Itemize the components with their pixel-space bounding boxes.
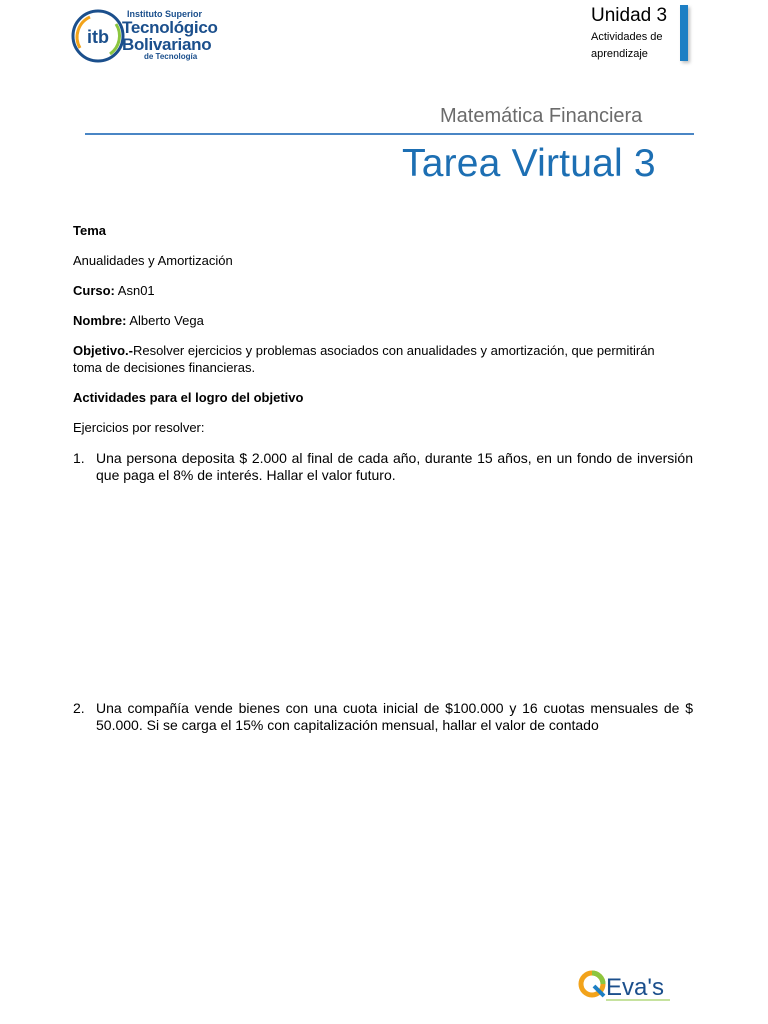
logo-line3: Bolivariano — [122, 35, 212, 54]
itb-logo-icon — [70, 8, 126, 64]
subject-divider — [85, 133, 694, 135]
unit-subtitle: Actividades de aprendizaje — [591, 31, 663, 60]
objetivo-label: Objetivo.- — [73, 343, 133, 358]
objetivo-field — [73, 342, 673, 376]
tema-value: Anualidades y Amortización — [73, 253, 233, 268]
tema-label: Tema — [73, 223, 106, 238]
logo-mark: itb — [87, 27, 109, 47]
logo-line1: Instituto Superior — [127, 9, 202, 19]
curso-field — [73, 282, 155, 299]
objetivo-value: Resolver ejercicios y problemas asociados con anualidades y amortización, que permitirán toma de decisiones financieras. — [73, 343, 655, 375]
nombre-label: Nombre: — [73, 313, 127, 328]
evas-logo-text: Eva's — [606, 974, 664, 1001]
exercise-item — [73, 700, 693, 734]
page-title: Tarea Virtual 3 — [402, 142, 656, 185]
curso-value: Asn01 — [117, 283, 155, 298]
unit-title: Unidad 3 — [591, 5, 668, 26]
institute-logo — [70, 8, 230, 66]
unit-accent-bar — [680, 5, 688, 61]
evas-logo-icon — [578, 966, 673, 1006]
nombre-field — [73, 312, 204, 329]
exercise-number: 1. — [73, 450, 85, 466]
nombre-value: Alberto Vega — [129, 313, 204, 328]
logo-line2: Tecnológico — [122, 18, 218, 37]
exercise-item — [73, 450, 693, 484]
exercise-text: Una persona deposita $ 2.000 al final de cada año, durante 15 años, en un fondo de inversión que paga el 8% de interés. Hallar el valor futuro. — [96, 450, 693, 483]
exercise-number: 2. — [73, 700, 85, 716]
exercises-intro: Ejercicios por resolver: — [73, 420, 205, 435]
curso-label: Curso: — [73, 283, 115, 298]
exercise-text: Una compañía vende bienes con una cuota inicial de $100.000 y 16 cuotas mensuales de $ 50.000. Si se carga el 15% con capitalización mensual, hallar el valor de contado — [96, 700, 693, 733]
logo-line4: de Tecnología — [144, 52, 198, 61]
logo-wordmark — [122, 10, 218, 61]
subject-name: Matemática Financiera — [440, 105, 643, 127]
activities-heading: Actividades para el logro del objetivo — [73, 390, 304, 405]
